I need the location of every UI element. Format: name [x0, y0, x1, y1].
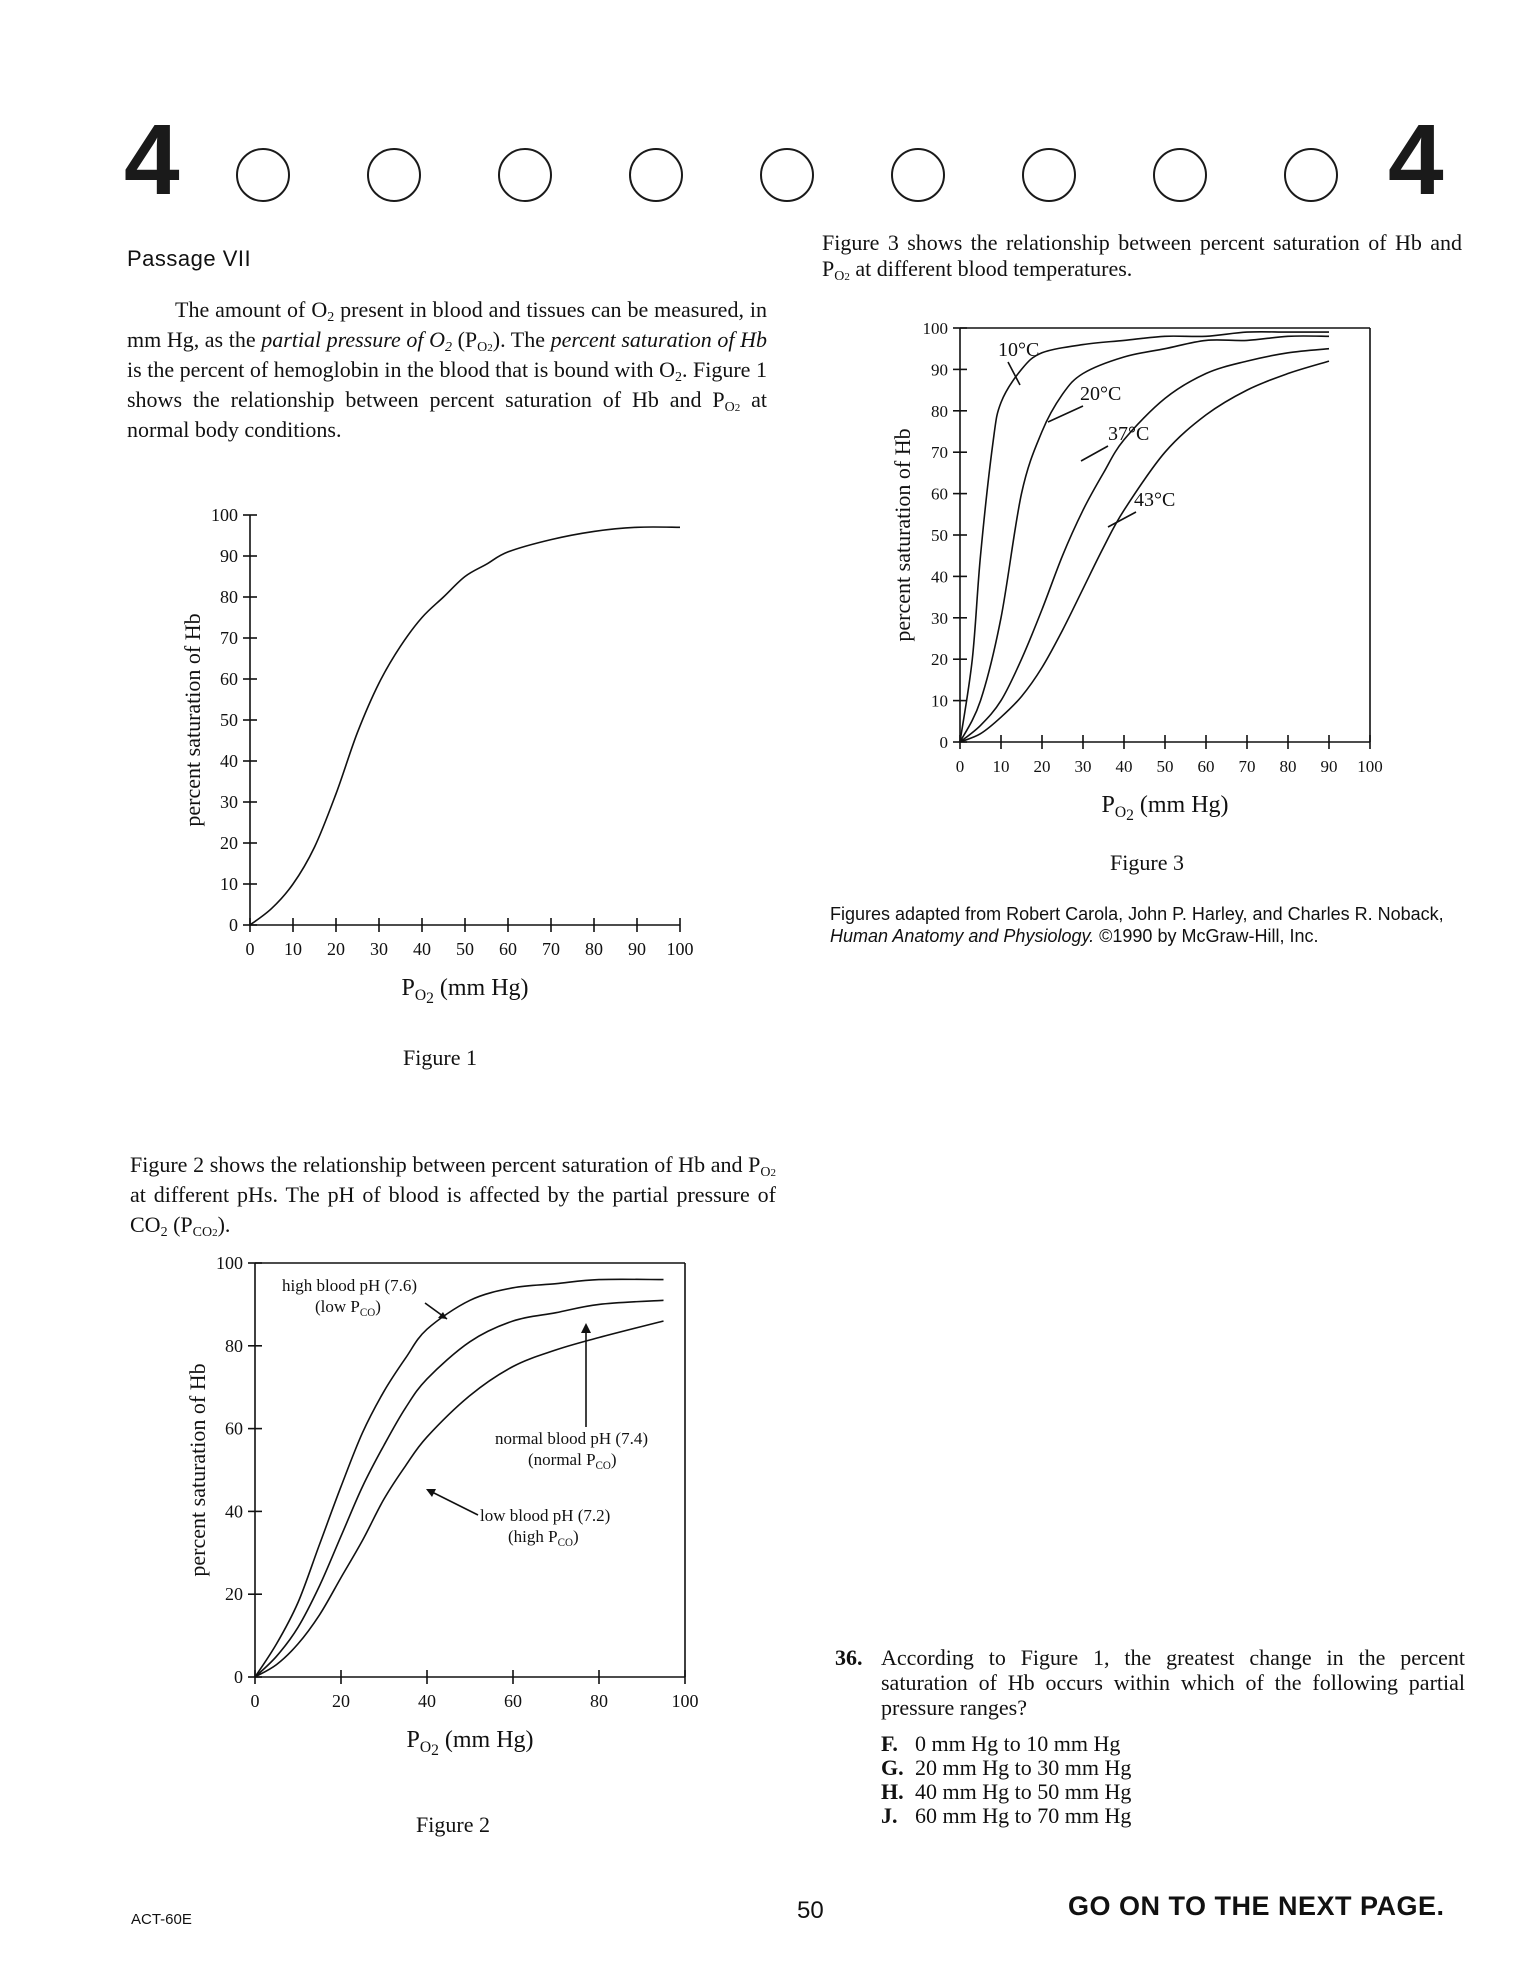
x-tick-label: 80 — [1279, 757, 1297, 776]
footer-page-number: 50 — [797, 1897, 824, 1924]
answer-option-text: 60 mm Hg to 70 mm Hg — [915, 1803, 1132, 1828]
banner-circle — [498, 148, 552, 202]
x-tick-label: 30 — [370, 939, 388, 959]
y-tick-label: 80 — [225, 1335, 243, 1356]
annotation-low-ph-pco2: (high $P_{CO}$) — [508, 1527, 579, 1549]
y-tick-label: 20 — [225, 1584, 243, 1605]
y-tick-label: 30 — [931, 608, 948, 628]
x-tick-label: 70 — [542, 939, 560, 959]
y-tick-label: 50 — [931, 526, 948, 545]
banner-circle — [367, 148, 421, 202]
y-tick-label: 70 — [931, 443, 948, 463]
x-axis-label: $P_O2$ (mm Hg) — [401, 975, 529, 1007]
figure-3-caption: Figure 3 — [1110, 850, 1184, 875]
annotation-normal-ph: normal blood pH (7.4) — [495, 1429, 648, 1448]
figure-1-chart — [150, 505, 710, 1035]
y-tick-label: 20 — [220, 833, 238, 853]
label-37c: 37°C — [1108, 423, 1150, 445]
series-line — [255, 1279, 664, 1677]
y-tick-label: 100 — [216, 1255, 243, 1273]
figure-2-caption: Figure 2 — [416, 1812, 490, 1837]
answer-option-text: 40 mm Hg to 50 mm Hg — [915, 1779, 1132, 1804]
y-tick-label: 60 — [931, 484, 948, 504]
y-tick-label: 40 — [931, 567, 948, 587]
x-tick-label: 20 — [332, 1691, 350, 1711]
x-tick-label: 90 — [628, 939, 646, 959]
question-text: According to Figure 1, the greatest change in the percent saturation of Hb occurs within which of the following partial pressure ranges? — [881, 1645, 1465, 1720]
arrow-low-ph — [428, 1490, 478, 1515]
answer-option-text: 20 mm Hg to 30 mm Hg — [915, 1755, 1132, 1780]
series-line — [960, 336, 1329, 742]
series-line — [960, 349, 1329, 742]
label-10c: 10°C — [998, 339, 1040, 361]
y-tick-label: 0 — [939, 733, 948, 752]
question-36 — [835, 1645, 1465, 1720]
x-tick-label: 60 — [504, 1691, 522, 1711]
x-axis-label: $P_O2$ (mm Hg) — [406, 1727, 534, 1759]
y-tick-label: 50 — [220, 710, 238, 730]
x-tick-label: 100 — [666, 939, 694, 959]
footer-next-page: GO ON TO THE NEXT PAGE. — [1068, 1891, 1445, 1921]
x-tick-label: 10 — [284, 939, 302, 959]
x-tick-label: 50 — [1156, 757, 1174, 776]
banner-number-right: 4 — [1388, 104, 1444, 216]
y-tick-label: 10 — [931, 691, 948, 711]
answer-option-letter: F. — [881, 1731, 898, 1756]
answer-option[interactable] — [881, 1756, 1301, 1780]
annotation-low-ph: low blood pH (7.2) — [480, 1506, 611, 1525]
y-tick-label: 90 — [931, 360, 948, 380]
x-tick-label: 40 — [1115, 757, 1133, 776]
answer-option-letter: H. — [881, 1779, 904, 1804]
x-tick-label: 60 — [1197, 757, 1215, 776]
banner-number-left: 4 — [124, 104, 180, 216]
x-tick-label: 20 — [1033, 757, 1051, 776]
x-tick-label: 100 — [1357, 757, 1383, 776]
passage-title: Passage VII — [127, 246, 252, 271]
y-tick-label: 10 — [220, 874, 238, 894]
x-tick-label: 90 — [1320, 757, 1338, 776]
annotation-high-ph-pco2: (low $P_{CO}$) — [315, 1297, 381, 1319]
label-43c: 43°C — [1134, 489, 1176, 511]
x-tick-label: 80 — [590, 1691, 608, 1711]
x-tick-label: 80 — [585, 939, 603, 959]
x-tick-label: 40 — [413, 939, 431, 959]
y-tick-label: 70 — [220, 628, 238, 648]
label-20c: 20°C — [1080, 383, 1122, 405]
passage-paragraph-1: The amount of $O_2$ present in blood and tissues can be measured, in mm Hg, as the partial pressure of $O_2$ $(P_{O2})$. The percent saturation of Hb is the percent of hemoglobin in the blood that is bound with $O_2$. Figure 1 shows the relationship between percent saturation of Hb and $P_{O2}$ at normal body conditions. — [127, 297, 767, 442]
series-line — [250, 527, 680, 925]
x-tick-label: 0 — [250, 1691, 260, 1711]
question-options — [881, 1732, 1301, 1828]
y-tick-label: 60 — [225, 1418, 243, 1439]
y-axis-label: percent saturation of Hb — [185, 1363, 210, 1577]
y-tick-label: 80 — [220, 587, 238, 607]
figure-1-caption: Figure 1 — [403, 1045, 477, 1070]
y-tick-label: 80 — [931, 401, 948, 421]
y-tick-label: 0 — [229, 915, 238, 935]
arrow-head — [581, 1323, 591, 1333]
question-number: 36. — [835, 1645, 863, 1670]
y-tick-label: 100 — [211, 505, 238, 525]
x-tick-label: 100 — [671, 1691, 699, 1711]
y-axis-label: percent saturation of Hb — [890, 428, 915, 642]
x-tick-label: 30 — [1074, 757, 1092, 776]
x-axis-label: $P_O2$ (mm Hg) — [1101, 792, 1229, 820]
banner-circle — [629, 148, 683, 202]
answer-option-text: 0 mm Hg to 10 mm Hg — [915, 1731, 1121, 1756]
x-tick-label: 0 — [955, 757, 965, 776]
y-axis-label: percent saturation of Hb — [180, 613, 205, 827]
x-tick-label: 10 — [992, 757, 1010, 776]
banner-circle — [760, 148, 814, 202]
x-tick-label: 70 — [1238, 757, 1256, 776]
banner-circle — [1284, 148, 1338, 202]
footer-form-code: ACT-60E — [131, 1911, 192, 1928]
passage-paragraph-2: Figure 2 shows the relationship between percent saturation of Hb and $P_{O2}$ at different pHs. The pH of blood is affected by the partial pressure of $CO_2$ $(P_{CO2})$. — [130, 1152, 776, 1240]
y-tick-label: 20 — [931, 650, 948, 670]
answer-option[interactable] — [881, 1732, 1301, 1756]
y-tick-label: 90 — [220, 546, 238, 566]
annotation-high-ph: high blood pH (7.6) — [282, 1276, 418, 1295]
x-tick-label: 0 — [245, 939, 255, 959]
figure-2-chart — [165, 1255, 745, 1795]
x-tick-label: 40 — [418, 1691, 436, 1711]
figure-3-chart — [880, 300, 1400, 820]
x-tick-label: 60 — [499, 939, 517, 959]
answer-option-letter: J. — [881, 1803, 898, 1828]
banner-circle — [1153, 148, 1207, 202]
annotation-normal-ph-pco2: (normal $P_{CO}$) — [528, 1450, 617, 1472]
passage-paragraph-3: Figure 3 shows the relationship between percent saturation of Hb and $P_{O2}$ at different blood temperatures. — [822, 230, 1462, 284]
y-tick-label: 60 — [220, 669, 238, 689]
y-tick-label: 40 — [225, 1501, 243, 1522]
answer-option-letter: G. — [881, 1755, 904, 1780]
arrow-37c — [1081, 446, 1108, 461]
x-tick-label: 20 — [327, 939, 345, 959]
banner-circle — [1022, 148, 1076, 202]
series-line — [255, 1321, 664, 1677]
y-tick-label: 0 — [234, 1667, 243, 1687]
answer-option[interactable] — [881, 1804, 1301, 1828]
banner-circle — [891, 148, 945, 202]
figure-credit: Figures adapted from Robert Carola, John P. Harley, and Charles R. Noback, Human Anatomy and Physiology. ©1990 by McGraw-Hill, Inc. — [830, 904, 1444, 946]
banner-circle — [236, 148, 290, 202]
x-tick-label: 50 — [456, 939, 474, 959]
y-tick-label: 30 — [220, 792, 238, 812]
answer-option[interactable] — [881, 1780, 1301, 1804]
y-tick-label: 40 — [220, 751, 238, 771]
y-tick-label: 100 — [922, 319, 948, 338]
series-line — [960, 332, 1329, 742]
series-line — [960, 361, 1329, 742]
